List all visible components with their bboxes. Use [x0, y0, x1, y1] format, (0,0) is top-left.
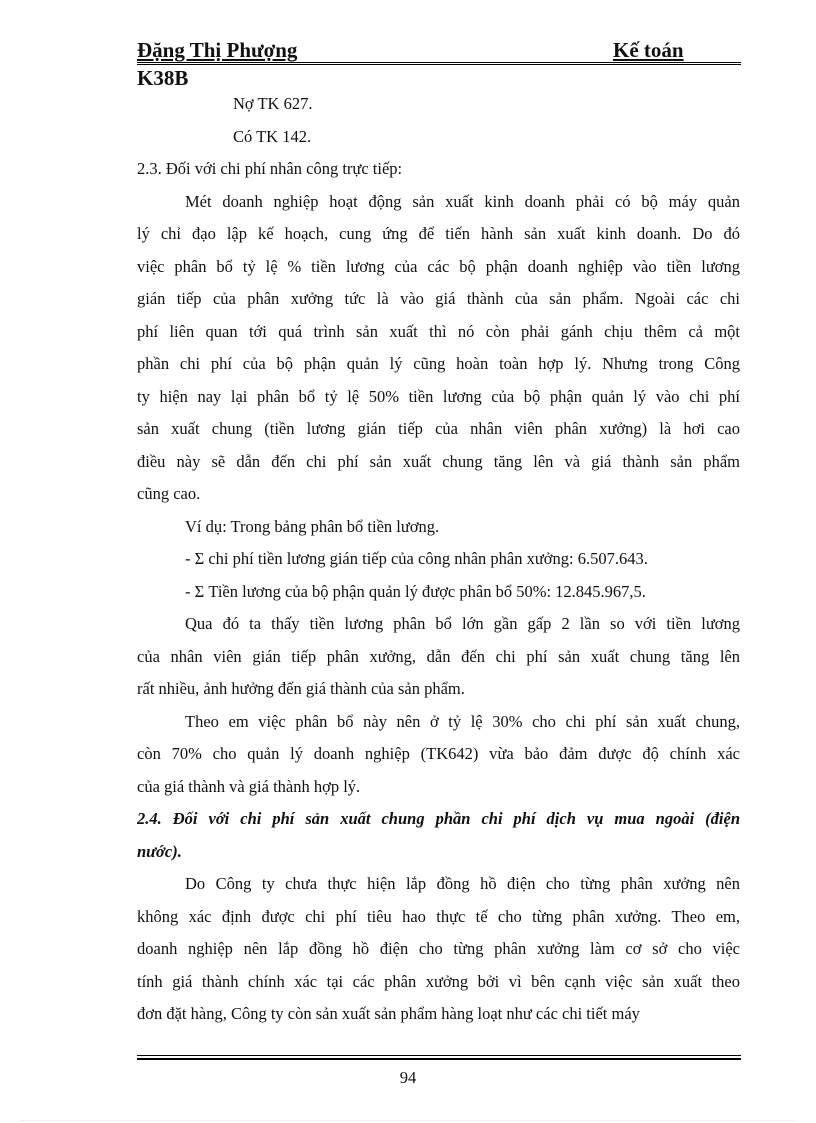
text-line: phí liên quan tới quá trình sản xuất thì nó còn phải gánh chịu thêm cả một: [137, 321, 740, 341]
text-line: điều này sẽ dẫn đến chi phí sản xuất chung tăng lên và giá thành sản phẩm: [137, 451, 740, 471]
footer-rule: [137, 1055, 741, 1060]
document-body: [137, 88, 740, 1031]
text-line: không xác định được chi phí tiêu hao thực tế cho từng phân xưởng. Theo em,: [137, 906, 740, 926]
author-name: Đặng Thị Phượng: [137, 38, 298, 62]
text-line: phần chi phí của bộ phận quản lý cũng hoàn toàn hợp lý. Nhưng trong Công: [137, 354, 740, 373]
text-line: gián tiếp của phân xưởng tức là vào giá thành của sản phẩm. Ngoài các chi: [137, 289, 740, 308]
text-line: lý chỉ đạo lập kế hoạch, cung ứng để tiến hành sản xuất kinh doanh. Do đó: [137, 224, 740, 243]
section-heading: nước).: [137, 841, 182, 861]
text-line: còn 70% cho quản lý doanh nghiệp (TK642) vừa bảo đảm được độ chính xác: [137, 744, 740, 763]
list-item: - Σ chi phí tiền lương gián tiếp của công nhân phân xưởng: 6.507.643.: [185, 549, 648, 568]
text-line: Nợ TK 627.: [233, 94, 313, 113]
text-line: Mét doanh nghiệp hoạt động sản xuất kinh doanh phải có bộ máy quản: [185, 191, 740, 211]
text-line: tính giá thành chính xác tại các phân xưởng bởi vì bên cạnh việc sản xuất theo: [137, 971, 740, 991]
text-line: việc phân bổ tỷ lệ % tiền lương của các bộ phận doanh nghiệp vào tiền lương: [137, 256, 740, 276]
page-number: 94: [399, 1068, 417, 1087]
text-line: của giá thành và giá thành hợp lý.: [137, 776, 361, 796]
text-line: Ví dụ: Trong bảng phân bổ tiền lương.: [185, 516, 440, 536]
text-line: Theo em việc phân bổ này nên ở tỷ lệ 30% cho chi phí sản xuất chung,: [185, 711, 740, 731]
list-item: - Σ Tiền lương của bộ phận quản lý được phân bổ 50%: 12.845.967,5.: [185, 581, 646, 601]
page-edge: [20, 1120, 796, 1121]
section-heading: 2.4. Đối với chi phí sản xuất chung phần chi phí dịch vụ mua ngoài (điện: [137, 809, 740, 828]
text-line: cũng cao.: [137, 484, 201, 503]
text-line: Có TK 142.: [233, 126, 312, 146]
text-line: doanh nghiệp nên lắp đồng hồ điện cho từng phân xưởng làm cơ sở cho việc: [137, 939, 740, 958]
text-line: sản xuất chung (tiền lương gián tiếp của nhân viên phân xưởng) là hơi cao: [137, 419, 740, 438]
text-line: rất nhiều, ảnh hưởng đến giá thành của sản phẩm.: [137, 679, 465, 698]
text-line: Do Công ty chưa thực hiện lắp đồng hồ điện cho từng phân xưởng nên: [185, 874, 740, 893]
class-code: K38B: [137, 66, 189, 90]
text-line: Qua đó ta thấy tiền lương phân bổ lớn gần gấp 2 lần so với tiền lương: [185, 614, 740, 633]
text-line: của nhân viên gián tiếp phân xưởng, dẫn đến chi phí sản xuất chung tăng lên: [137, 646, 740, 666]
text-line: đơn đặt hàng, Công ty còn sản xuất sản phẩm hàng loạt như các chi tiết máy: [137, 1004, 640, 1023]
department-name: Kế toán: [613, 38, 684, 62]
section-heading: 2.3. Đối với chi phí nhân công trực tiếp:: [137, 159, 403, 178]
page-header: [137, 38, 741, 90]
text-line: ty hiện nay lại phân bổ tỷ lệ 50% tiền lương của bộ phận quản lý vào chi phí: [137, 386, 740, 406]
header-rule: [137, 62, 741, 65]
